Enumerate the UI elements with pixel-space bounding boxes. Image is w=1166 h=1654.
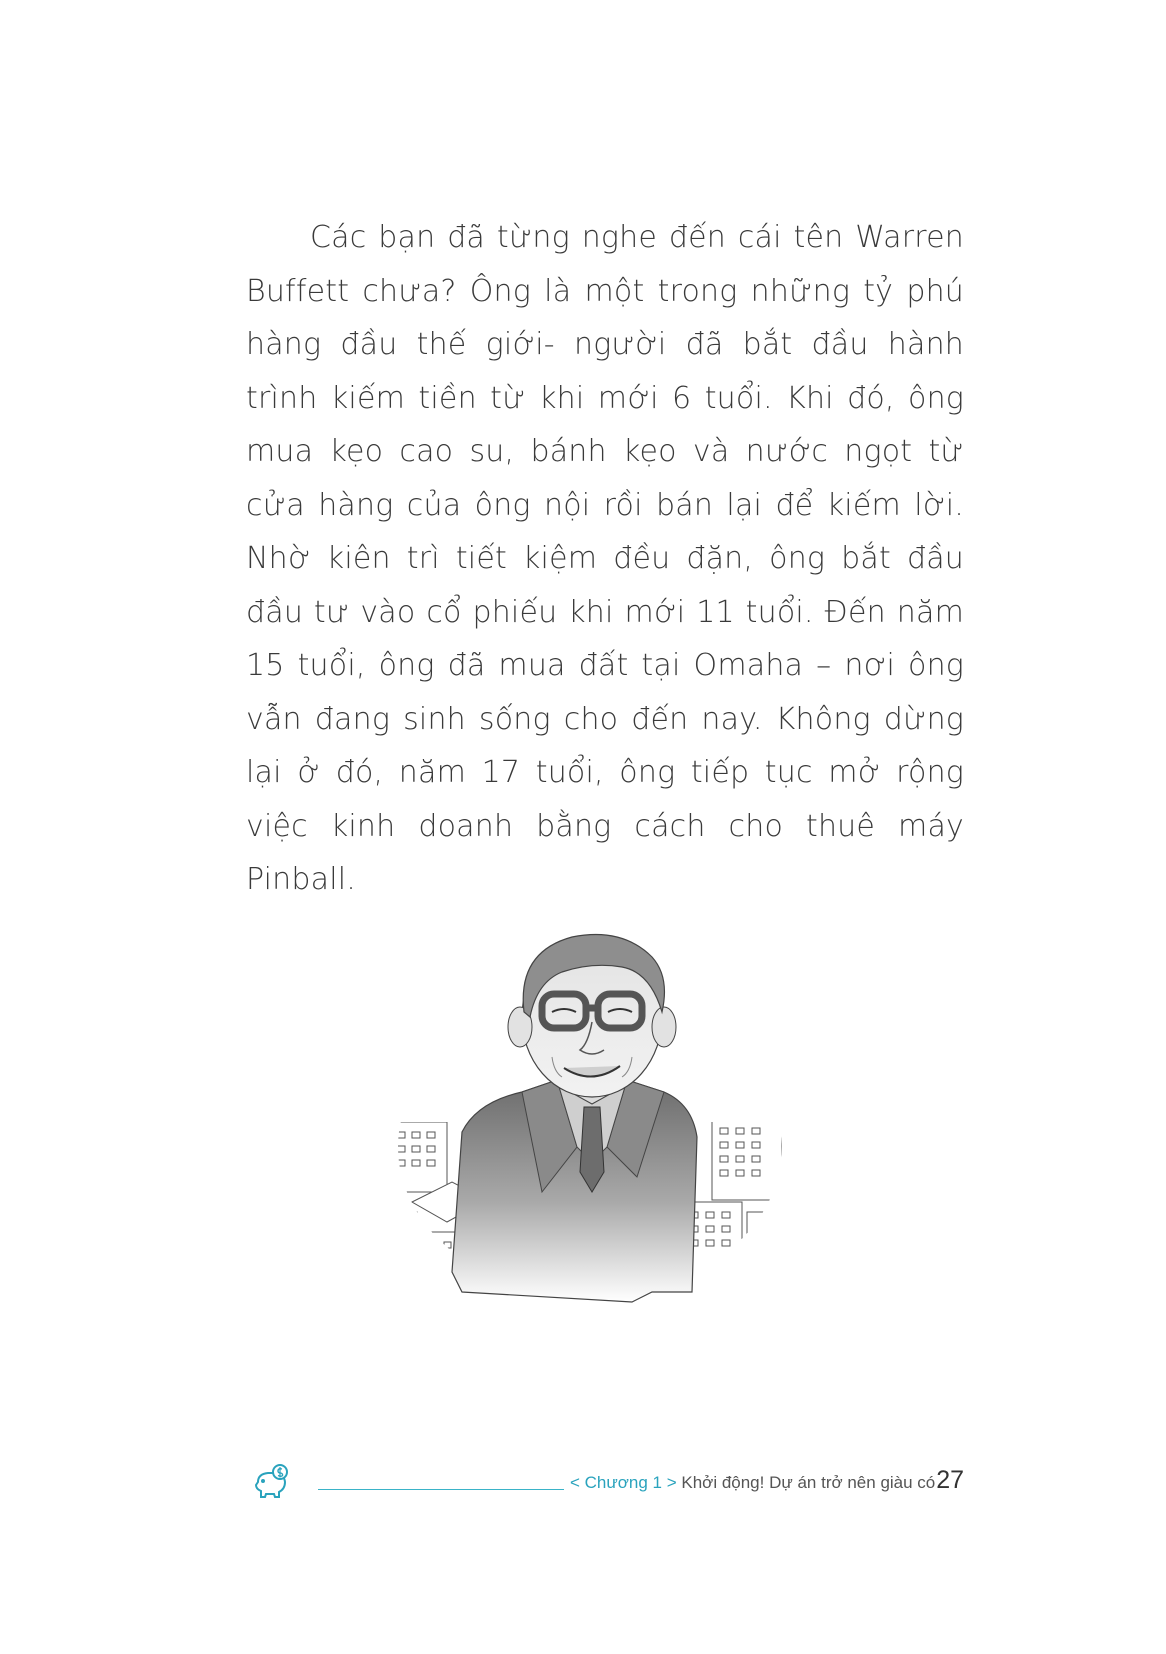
chapter-heading: [570, 1473, 935, 1493]
body-paragraph: Các bạn đã từng nghe đến cái tên Warren Buffett chưa? Ông là một trong những tỷ phú hàng đầu thế giới- người đã bắt đầu hành trình kiếm tiền từ khi mới 6 tuổi. Khi đó, ông mua kẹo cao su, bánh kẹo và nước ngọt từ cửa hàng của ông nội rồi bán lại để kiếm lời. Nhờ kiên trì tiết kiệm đều đặn, ông bắt đầu đầu tư vào cổ phiếu khi mới 11 tuổi. Đến năm 15 tuổi, ông đã mua đất tại Omaha – nơi ông vẫn đang sinh sống cho đến nay. Không dừng lại ở đó, năm 17 tuổi, ông tiếp tục mở rộng việc kinh doanh bằng cách cho thuê máy Pinball.: [246, 220, 964, 897]
page-number: 27: [936, 1466, 964, 1494]
piggy-bank-icon: [252, 1464, 292, 1500]
page-footer: [252, 1464, 964, 1504]
portrait-illustration: [392, 932, 802, 1352]
chapter-title: Khởi động! Dự án trở nên giàu có: [676, 1473, 936, 1492]
footer-rule: [318, 1489, 564, 1490]
chapter-label: < Chương 1 >: [570, 1473, 677, 1492]
